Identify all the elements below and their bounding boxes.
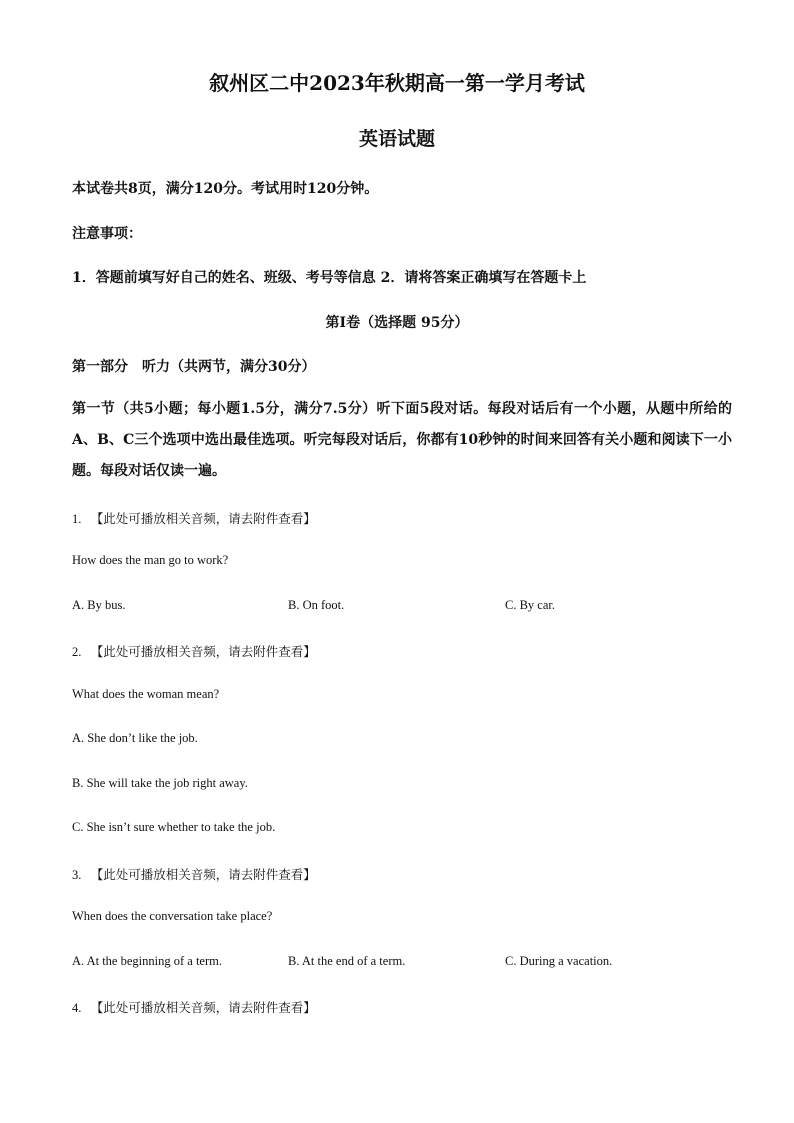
question-3-option-a: A. At the beginning of a term. — [72, 954, 222, 968]
notice-heading: 注意事项： — [72, 226, 142, 242]
part-heading: 第一部分 听力（共两节，满分30分） — [72, 359, 316, 375]
audio-note: 【此处可播放相关音频，请去附件查看】 — [90, 1000, 316, 1015]
notice-line: 1．答题前填写好自己的姓名、班级、考号等信息 2．请将答案正确填写在答题卡上 — [72, 270, 587, 286]
audio-note: 【此处可播放相关音频，请去附件查看】 — [90, 644, 316, 659]
question-1-option-b: B. On foot. — [288, 598, 345, 612]
audio-note: 【此处可播放相关音频，请去附件查看】 — [90, 511, 316, 526]
question-1-stem: How does the man go to work? — [72, 553, 229, 567]
page-title: 叙州区二中2023年秋期高一第一学月考试 — [209, 71, 585, 95]
section-instructions: 第一节（共5小题；每小题1.5分，满分7.5分）听下面5段对话。每段对话后有一个小题，从题中所给的A、B、C三个选项中选出最佳选项。听完每段对话后，你都有10秒钟的时间来回答有关小题和阅读下一小题。每段对话仅读一遍。 — [72, 401, 732, 479]
question-3-audio — [72, 865, 316, 883]
question-4-audio — [72, 998, 316, 1016]
question-2-option-a: A. She don’t like the job. — [72, 731, 198, 745]
question-3-option-b: B. At the end of a term. — [288, 954, 406, 968]
question-1-option-a: A. By bus. — [72, 598, 126, 612]
question-number: 3. — [72, 868, 82, 882]
page-subtitle: 英语试题 — [358, 128, 435, 150]
audio-note: 【此处可播放相关音频，请去附件查看】 — [90, 867, 316, 882]
question-2-option-b: B. She will take the job right away. — [72, 776, 248, 790]
exam-info: 本试卷共8页，满分120分。考试用时120分钟。 — [72, 181, 379, 197]
question-1-audio — [72, 509, 316, 527]
question-number: 4. — [72, 1001, 82, 1015]
question-2-audio — [72, 642, 316, 660]
question-number: 1. — [72, 512, 82, 526]
question-number: 2. — [72, 645, 82, 659]
question-2-option-c: C. She isn’t sure whether to take the job. — [72, 820, 276, 834]
question-3-stem: When does the conversation take place? — [72, 909, 273, 923]
question-1-option-c: C. By car. — [505, 598, 555, 612]
question-2-stem: What does the woman mean? — [72, 687, 220, 701]
question-3-option-c: C. During a vacation. — [505, 954, 613, 968]
volume-heading: 第I卷（选择题 95分） — [325, 315, 469, 331]
